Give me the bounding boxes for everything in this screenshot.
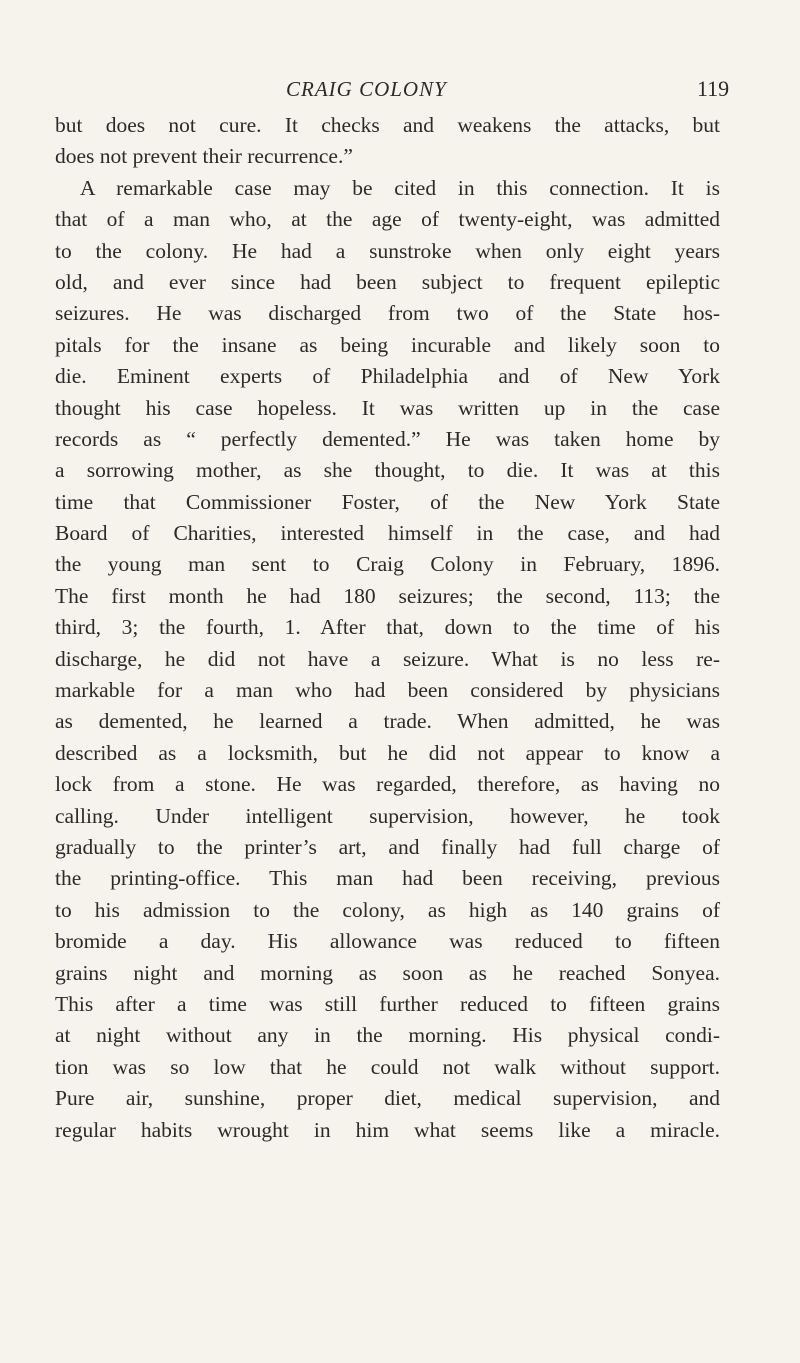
text-line: lock from a stone. He was regarded, therefore, as having no — [55, 772, 720, 797]
text-line: old, and ever since had been subject to frequent epileptic — [55, 269, 720, 294]
text-line: grains night and morning as soon as he reached Sonyea. — [55, 960, 720, 985]
text-line: Board of Charities, interested himself in the case, and had — [55, 521, 720, 546]
text-line: discharge, he did not have a seizure. What is no less re- — [55, 646, 720, 671]
text-line: the young man sent to Craig Colony in February, 1896. — [55, 552, 720, 577]
text-line: as demented, he learned a trade. When admitted, he was — [55, 709, 720, 734]
text-line: die. Eminent experts of Philadelphia and of New York — [55, 364, 720, 389]
text-line: a sorrowing mother, as she thought, to die. It was at this — [55, 458, 720, 483]
text-line: A remarkable case may be cited in this connection. It is — [80, 175, 720, 200]
text-line: to his admission to the colony, as high as 140 grains of — [55, 897, 720, 922]
text-line: time that Commissioner Foster, of the New York State — [55, 489, 720, 514]
text-line: thought his case hopeless. It was written up in the case — [55, 395, 720, 420]
text-line: that of a man who, at the age of twenty-eight, was admitted — [55, 207, 720, 232]
text-line: described as a locksmith, but he did not appear to know a — [55, 740, 720, 765]
text-line: gradually to the printer’s art, and finally had full charge of — [55, 834, 720, 859]
running-head — [0, 74, 800, 104]
text-line: markable for a man who had been considered by physicians — [55, 678, 720, 703]
text-line: seizures. He was discharged from two of the State hos- — [55, 301, 720, 326]
running-title: CRAIG COLONY — [286, 77, 447, 101]
text-line: calling. Under intelligent supervision, however, he took — [55, 803, 720, 828]
text-line: the printing-office. This man had been receiving, previous — [55, 866, 720, 891]
text-line: The first month he had 180 seizures; the second, 113; the — [55, 583, 720, 608]
text-line: records as “ perfectly demented.” He was taken home by — [55, 426, 720, 451]
body-text — [55, 110, 720, 1146]
page-number: 119 — [697, 76, 730, 101]
text-line: tion was so low that he could not walk without support. — [55, 1054, 720, 1079]
text-line: regular habits wrought in him what seems like a miracle. — [55, 1117, 720, 1142]
text-line: to the colony. He had a sunstroke when only eight years — [55, 238, 720, 263]
text-line: This after a time was still further reduced to fifteen grains — [55, 991, 720, 1016]
text-line: bromide a day. His allowance was reduced to fifteen — [55, 929, 720, 954]
text-line: but does not cure. It checks and weakens the attacks, but — [55, 113, 720, 137]
text-line: pitals for the insane as being incurable and likely soon to — [55, 332, 720, 357]
text-line: at night without any in the morning. His physical condi- — [55, 1023, 720, 1048]
text-line: does not prevent their recurrence.” — [55, 144, 353, 169]
text-line: Pure air, sunshine, proper diet, medical supervision, and — [55, 1086, 720, 1111]
text-line: third, 3; the fourth, 1. After that, down to the time of his — [55, 615, 720, 640]
